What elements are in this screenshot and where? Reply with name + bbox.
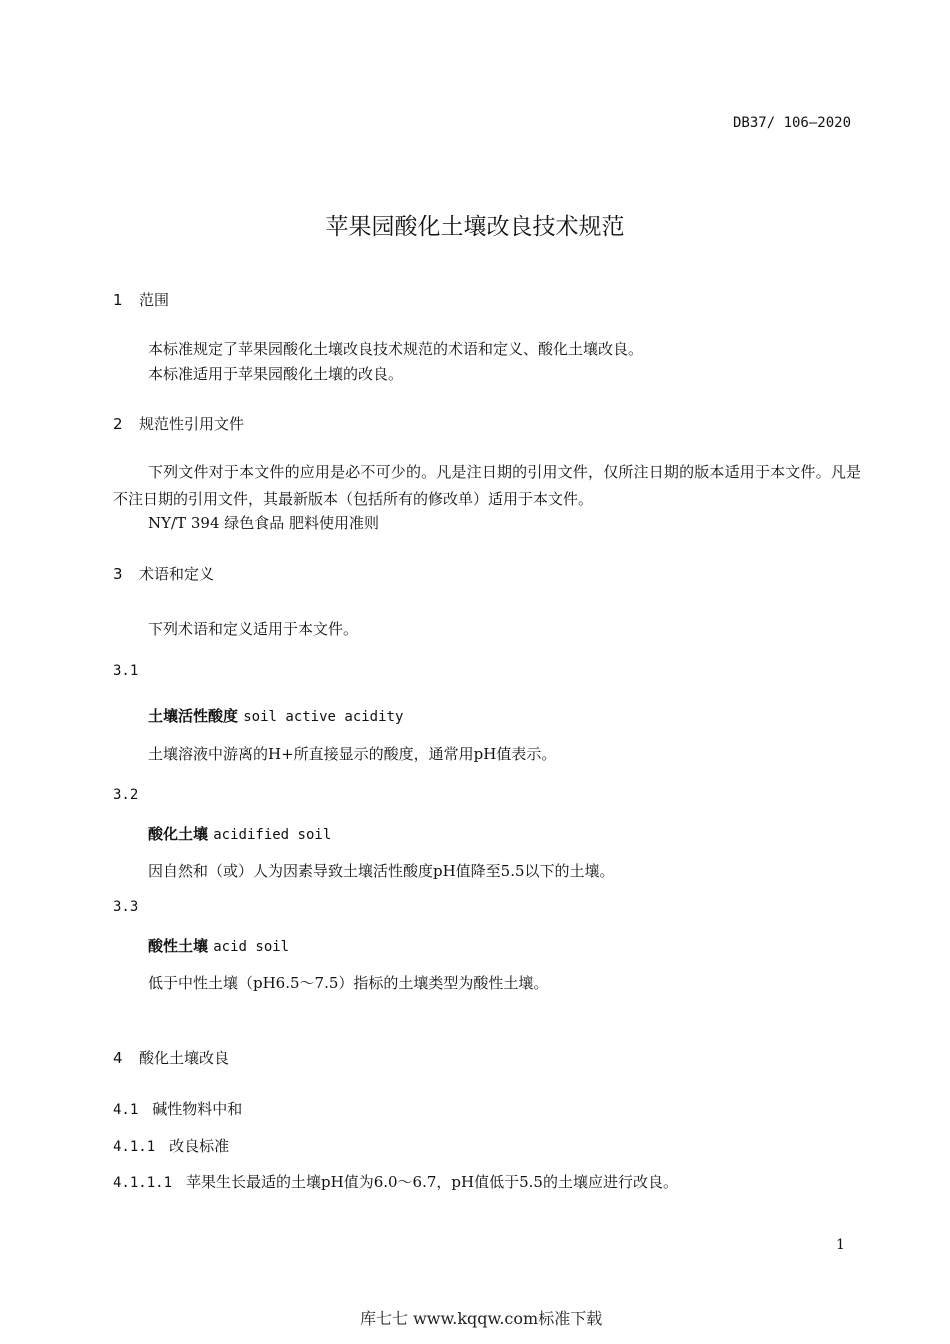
subsection-heading xyxy=(113,1135,229,1156)
section-title: 范围 xyxy=(139,291,170,309)
term-title xyxy=(148,705,403,726)
footer-watermark: 库七七 www.kqqw.com标准下载 xyxy=(360,1309,603,1328)
term-number: 3.3 xyxy=(113,899,139,915)
term-zh: 酸性土壤 xyxy=(148,937,209,955)
subsection-title: 改良标准 xyxy=(169,1137,230,1155)
section-title: 术语和定义 xyxy=(139,565,215,583)
subsection-heading xyxy=(113,1098,242,1119)
paragraph: 本标准适用于苹果园酸化土壤的改良。 xyxy=(148,365,404,383)
term-title xyxy=(148,935,289,956)
section-title: 酸化土壤改良 xyxy=(139,1049,230,1067)
term-number: 3.2 xyxy=(113,787,139,803)
section-number: 2 xyxy=(113,415,123,433)
paragraph: 下列文件对于本文件的应用是必不可少的。凡是注日期的引用文件，仅所注日期的版本适用于本文件。凡是不注日期的引用文件，其最新版本（包括所有的修改单）适用于本文件。 xyxy=(113,463,861,508)
term-en: acid soil xyxy=(213,939,290,955)
subsection-number: 4.1.1 xyxy=(113,1139,156,1155)
section-title: 规范性引用文件 xyxy=(139,415,245,433)
normative-reference: NY/T 394 绿色食品 肥料使用准则 xyxy=(148,514,380,532)
term-title xyxy=(148,823,331,844)
page-title: 苹果园酸化土壤改良技术规范 xyxy=(325,214,625,240)
section-number: 4 xyxy=(113,1049,123,1067)
section-number: 3 xyxy=(113,565,123,583)
term-zh: 土壤活性酸度 xyxy=(148,707,239,725)
clause xyxy=(113,1171,678,1192)
subsection-number: 4.1 xyxy=(113,1102,139,1118)
section-number: 1 xyxy=(113,291,123,309)
subsection-title: 碱性物料中和 xyxy=(152,1100,243,1118)
term-definition: 土壤溶液中游离的H+所直接显示的酸度，通常用pH值表示。 xyxy=(148,745,557,763)
term-en: soil active acidity xyxy=(243,709,404,725)
clause-text: 苹果生长最适的土壤pH值为6.0～6.7，pH值低于5.5的土壤应进行改良。 xyxy=(186,1173,678,1191)
term-number: 3.1 xyxy=(113,663,139,679)
paragraph: 下列术语和定义适用于本文件。 xyxy=(148,620,359,638)
clause-number: 4.1.1.1 xyxy=(113,1175,173,1191)
section-heading-2 xyxy=(113,413,244,434)
section-heading-1 xyxy=(113,289,169,310)
term-definition: 低于中性土壤（pH6.5～7.5）指标的土壤类型为酸性土壤。 xyxy=(148,974,549,992)
term-en: acidified soil xyxy=(213,827,332,843)
section-heading-4 xyxy=(113,1047,229,1068)
term-zh: 酸化土壤 xyxy=(148,825,209,843)
paragraph: 本标准规定了苹果园酸化土壤改良技术规范的术语和定义、酸化土壤改良。 xyxy=(148,340,644,358)
section-heading-3 xyxy=(113,563,214,584)
page-number: 1 xyxy=(836,1237,845,1253)
term-definition: 因自然和（或）人为因素导致土壤活性酸度pH值降至5.5以下的土壤。 xyxy=(148,862,615,880)
document-code: DB37/ 106—2020 xyxy=(733,115,852,131)
